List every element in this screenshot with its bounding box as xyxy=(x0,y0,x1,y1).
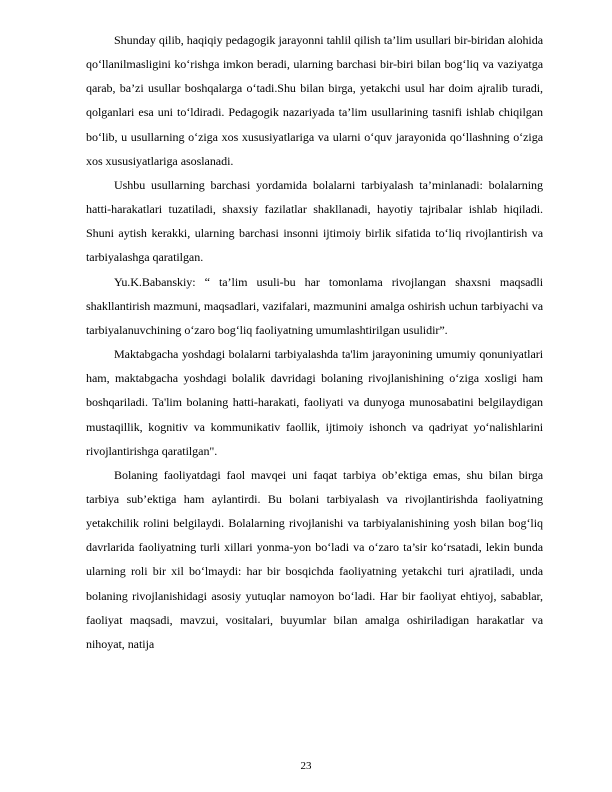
paragraph: Bolaning faoliyatdagi faol mavqei uni faqat tarbiya ob’ektiga emas, shu bilan birga tarbiya sub’ektiga ham aylantirdi. Bu bolani tarbiyalash va rivojlantirishda faoliyatning yetakchilik rolini belgilaydi. Bolalarning rivojlanishi va tarbiyalanishining yosh bilan bog‘liq davrlarida faoliyatning turli xillari yonma-yon bo‘ladi va o‘zaro ta’sir ko‘rsatadi, lekin bunda ularning roli bir xil bo‘lmaydi: har bir bosqichda faoliyatning yetakchi turi ajratiladi, unda bolaning rivojlanishidagi asosiy yutuqlar namoyon bo‘ladi. Har bir faoliyat ehtiyoj, sabablar, faoliyat maqsadi, mavzui, vositalari, buyumlar bilan amalga oshiriladigan harakatlar va nihoyat, natija xyxy=(86,467,543,651)
paragraph: Ushbu usullarning barchasi yordamida bolalarni tarbiyalash ta’minlanadi: bolalarning hatti-harakatlari tuzatiladi, shaxsiy fazilatlar shakllanadi, hayotiy tajribalar ishlab hiqiladi. Shuni aytish kerakki, ularning barchasi insonni ijtimoiy birlik sifatida to‘liq rivojlantirish va tarbiyalashga qaratilgan. xyxy=(86,177,543,265)
document-body xyxy=(86,28,543,656)
paragraph: Maktabgacha yoshdagi bolalarni tarbiyalashda ta'lim jarayonining umumiy qonuniyatlari ham, maktabgacha yoshdagi bolalik davridagi bolaning rivojlanishining o‘ziga xosligi ham boshqariladi. Ta'lim bolaning hatti-harakati, faoliyati va dunyoga munosabatini belgilaydigan mustaqillik, kognitiv va kommunikativ faollik, ijtimoiy ishonch va qadriyat yo‘nalishlarini rivojlantirishga qaratilgan". xyxy=(86,347,543,458)
page-number: 23 xyxy=(300,760,312,772)
paragraph: Shunday qilib, haqiqiy pedagogik jarayonni tahlil qilish ta’lim usullari bir-biridan alohida qo‘llanilmasligini ko‘rishga imkon beradi, ularning barchasi bir-biri bilan bog‘liq va vaziyatga qarab, ba’zi usullar boshqalarga o‘tadi.Shu bilan birga, yetakchi usul har doim ajralib turadi, qolganlari esa uni to‘ldiradi. Pedagogik nazariyada ta’lim usullarining tasnifi ishlab chiqilgan bo‘lib, u usullarning o‘ziga xos xususiyatlariga va ularni o‘quv jarayonida qo‘llashning o‘ziga xos xususiyatlariga asoslanadi. xyxy=(86,33,543,168)
paragraph: Yu.K.Babanskiy: “ ta’lim usuli-bu har tomonlama rivojlangan shaxsni maqsadli shakllantirish mazmuni, maqsadlari, vazifalari, mazmunini amalga oshirish uchun tarbiyachi va tarbiyalanuvchining o‘zaro bog‘liq faoliyatning umumlashtirilgan usulidir”. xyxy=(86,274,543,337)
